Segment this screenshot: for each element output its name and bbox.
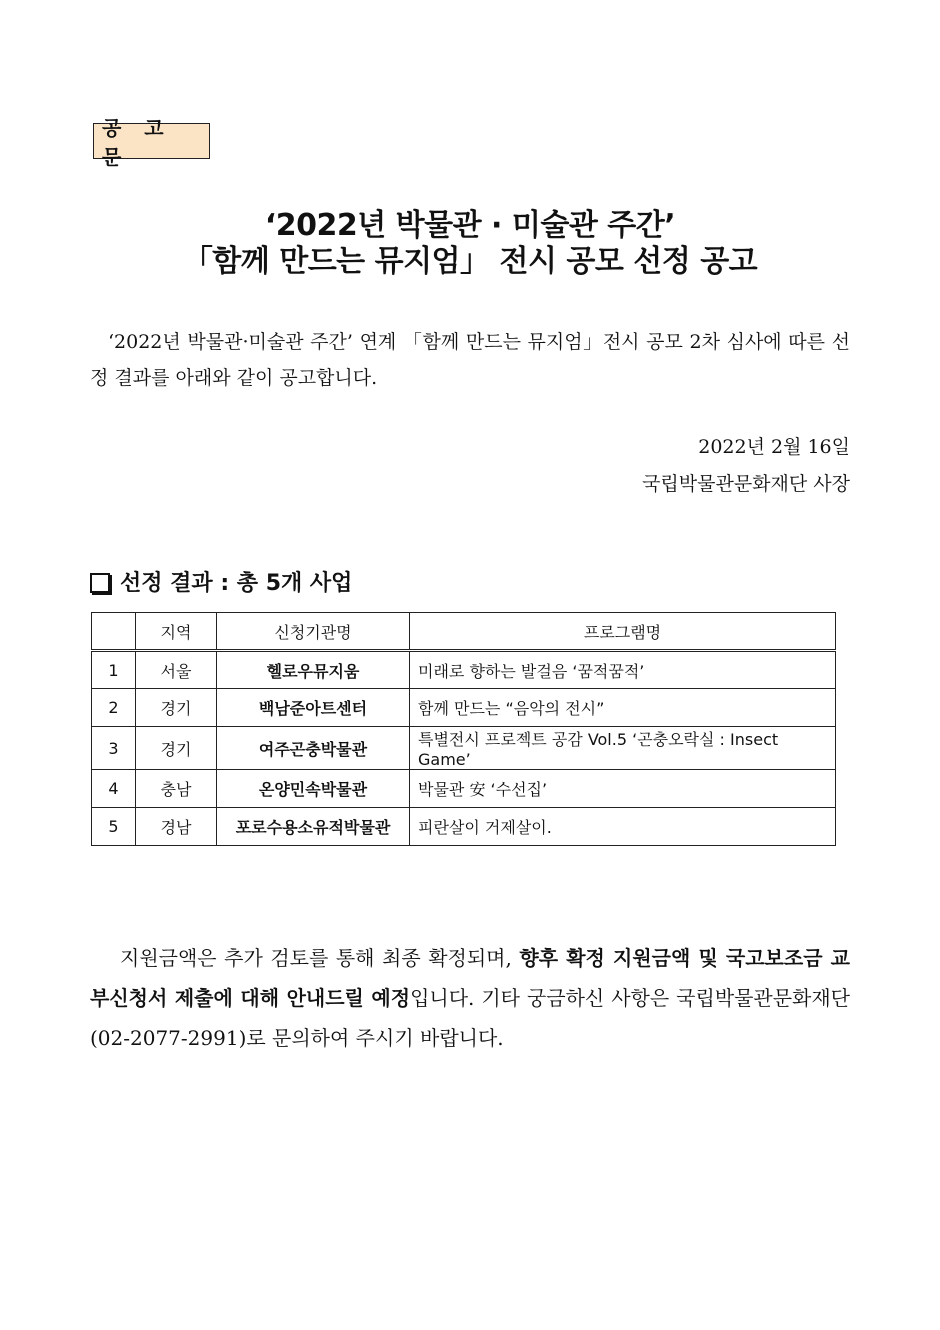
row-program: 특별전시 프로젝트 공감 Vol.5 ‘곤충오락실 : Insect Game’ [410,727,836,770]
closing-text-2: 입니다. 기타 궁금하신 사항은 국립박물관문화재단(02-2077-2991)로 문의하여 주시기 바랍니다. [90,986,850,1050]
table-row [92,689,836,727]
announcement-date: 2022년 2월 16일 [698,436,850,458]
row-no: 3 [92,727,136,770]
closing-text-bold: 향후 확정 지원금액 및 국고보조금 교부신청서 제출에 대해 안내드릴 예정 [90,946,850,1010]
header-region: 지역 [136,613,217,651]
row-no: 5 [92,808,136,846]
row-program: 함께 만드는 “음악의 전시” [410,689,836,727]
table-row [92,727,836,770]
table-row [92,770,836,808]
row-region: 경기 [136,727,217,770]
header-org: 신청기관명 [217,613,410,651]
table-row [92,651,836,689]
closing-paragraph [90,938,850,1058]
row-org: 포로수용소유적박물관 [217,808,410,846]
section-title: 선정 결과 : 총 5개 사업 [120,571,353,596]
checkbox-icon [90,573,110,593]
section-heading [90,566,352,597]
document-title-line2: 「함께 만드는 뮤지엄」 전시 공모 선정 공고 [182,244,758,279]
results-table [91,612,836,846]
notice-badge: 공 고 문 [93,123,210,159]
row-program: 피란살이 거제살이. [410,808,836,846]
row-program: 미래로 향하는 발걸음 ‘꿈적꿈적’ [410,651,836,689]
header-program: 프로그램명 [410,613,836,651]
table-row [92,808,836,846]
table-header-row [92,613,836,651]
document-title-line1: ‘2022년 박물관 · 미술관 주간’ [264,208,676,243]
row-org: 여주곤충박물관 [217,727,410,770]
intro-text: ‘2022년 박물관·미술관 주간’ 연계 「함께 만드는 뮤지엄」전시 공모 2차 심사에 따른 선정 결과를 아래와 같이 공고합니다. [90,331,850,389]
row-org: 온양민속박물관 [217,770,410,808]
row-region: 경기 [136,689,217,727]
row-org: 헬로우뮤지움 [217,651,410,689]
issuer-name: 국립박물관문화재단 사장 [642,473,850,495]
row-region: 서울 [136,651,217,689]
row-no: 2 [92,689,136,727]
intro-paragraph [90,324,850,396]
row-program: 박물관 安 ‘수선집’ [410,770,836,808]
header-no [92,613,136,651]
row-region: 경남 [136,808,217,846]
row-no: 4 [92,770,136,808]
row-no: 1 [92,651,136,689]
closing-text-1: 지원금액은 추가 검토를 통해 최종 확정되며, [120,946,520,970]
row-org: 백남준아트센터 [217,689,410,727]
row-region: 충남 [136,770,217,808]
